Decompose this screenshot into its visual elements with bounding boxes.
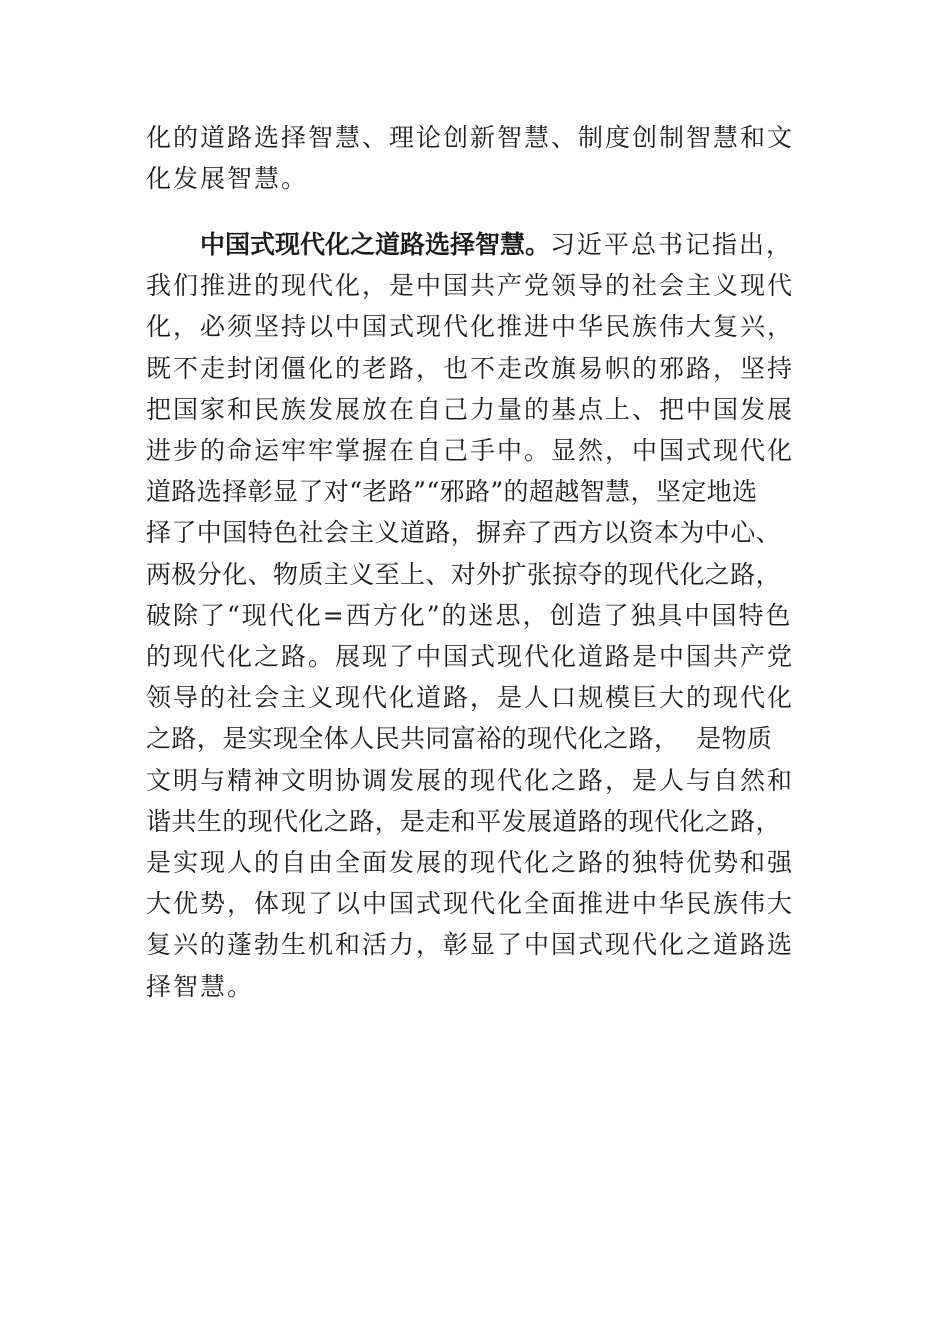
text-line: 化发展智慧。 [146,164,309,194]
text-line: 把国家和民族发展放在自己力量的基点上、把中国发展 [146,394,795,424]
text-line: 大优势，体现了以中国式现代化全面推进中华民族伟大 [146,889,795,919]
paragraph-road-choice [146,224,794,1007]
paragraph-continuation [146,117,794,199]
text-line: 择智慧。 [146,971,255,1001]
text-line: 化，必须坚持以中国式现代化推进中华民族伟大复兴， [146,312,795,342]
text-run: 习近平总书记指出， [550,230,794,259]
text-line: 领导的社会主义现代化道路，是人口规模巨大的现代化 [146,683,795,713]
text-line [146,224,794,265]
text-line: 道路选择彰显了对“老路”“邪路”的超越智慧，坚定地选 [146,477,758,507]
text-line: 择了中国特色社会主义道路，摒弃了西方以资本为中心、 [146,518,782,548]
text-line: 文明与精神文明协调发展的现代化之路，是人与自然和 [146,765,795,795]
text-line: 我们推进的现代化，是中国共产党领导的社会主义现代 [146,271,795,301]
text-line: 既不走封闭僵化的老路，也不走改旗易帜的邪路，坚持 [146,353,795,383]
text-line: 进步的命运牢牢掌握在自己手中。显然，中国式现代化 [146,436,795,466]
section-heading: 中国式现代化之道路选择智慧。 [200,230,551,259]
text-line: 是实现人的自由全面发展的现代化之路的独特优势和强 [146,848,795,878]
text-line: 化的道路选择智慧、理论创新智慧、制度创制智慧和文 [146,123,795,152]
text-line: 之路，是实现全体人民共同富裕的现代化之路， 是物质 [146,724,773,754]
text-line: 复兴的蓬勃生机和活力，彰显了中国式现代化之道路选 [146,930,795,960]
text-line: 谐共生的现代化之路，是走和平发展道路的现代化之路， [146,806,782,836]
text-line: 破除了“现代化=西方化”的迷思，创造了独具中国特色 [146,600,793,630]
text-line: 两极分化、物质主义至上、对外扩张掠夺的现代化之路， [146,559,782,589]
text-line: 的现代化之路。展现了中国式现代化道路是中国共产党 [146,642,795,672]
